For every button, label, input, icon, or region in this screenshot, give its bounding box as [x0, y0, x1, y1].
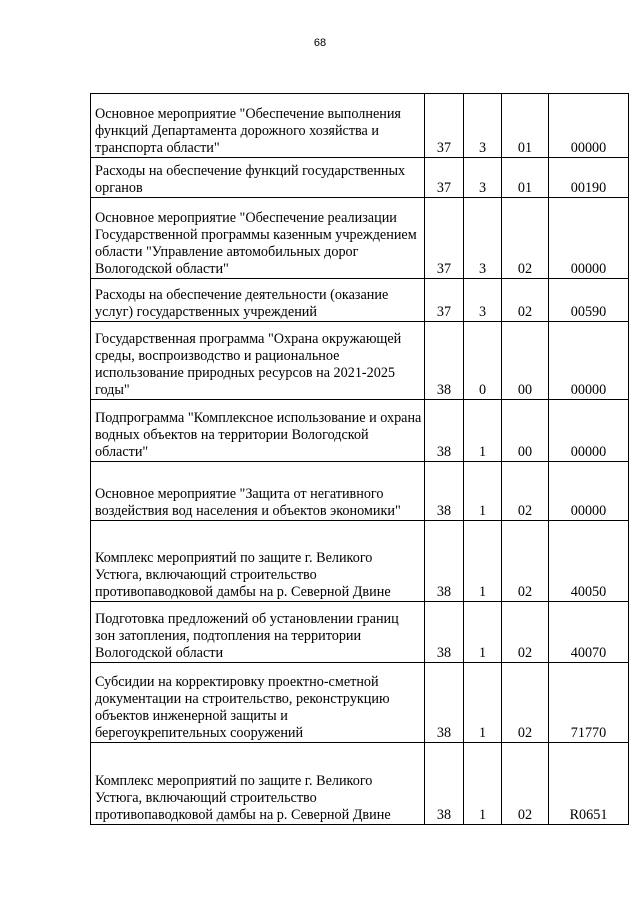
program-code: 37 [425, 158, 464, 198]
direction-code: 00190 [549, 158, 629, 198]
table-row [91, 663, 629, 743]
table-row [91, 94, 629, 158]
program-code: 37 [425, 94, 464, 158]
direction-code: 40050 [549, 521, 629, 602]
row-description: Субсидии на корректировку проектно-сметной документации на строительство, реконструкцию объектов инженерной защиты и берегоукрепительных сооружений [91, 663, 425, 743]
table-row [91, 158, 629, 198]
row-description: Расходы на обеспечение деятельности (оказание услуг) государственных учреждений [91, 279, 425, 322]
table-row [91, 521, 629, 602]
page-number: 68 [313, 37, 327, 49]
row-description: Комплекс мероприятий по защите г. Великого Устюга, включающий строительство противопаводковой дамбы на р. Северной Двине [91, 743, 425, 825]
table-row [91, 743, 629, 825]
direction-code: 00590 [549, 279, 629, 322]
event-code: 01 [502, 158, 549, 198]
row-description: Основное мероприятие "Защита от негативного воздействия вод населения и объектов экономики" [91, 462, 425, 521]
table-row [91, 602, 629, 663]
program-code: 38 [425, 322, 464, 400]
program-code: 38 [425, 521, 464, 602]
subprogram-code: 1 [464, 663, 502, 743]
event-code: 02 [502, 663, 549, 743]
table-row [91, 198, 629, 279]
subprogram-code: 1 [464, 521, 502, 602]
row-description: Основное мероприятие "Обеспечение выполнения функций Департамента дорожного хозяйства и транспорта области" [91, 94, 425, 158]
direction-code: R0651 [549, 743, 629, 825]
subprogram-code: 3 [464, 198, 502, 279]
table-row [91, 322, 629, 400]
event-code: 00 [502, 322, 549, 400]
table-row [91, 462, 629, 521]
program-code: 38 [425, 400, 464, 462]
direction-code: 40070 [549, 602, 629, 663]
subprogram-code: 1 [464, 602, 502, 663]
program-code: 37 [425, 279, 464, 322]
event-code: 02 [502, 279, 549, 322]
budget-classification-table [90, 93, 629, 825]
event-code: 02 [502, 198, 549, 279]
direction-code: 00000 [549, 198, 629, 279]
event-code: 02 [502, 521, 549, 602]
direction-code: 00000 [549, 322, 629, 400]
row-description: Основное мероприятие "Обеспечение реализации Государственной программы казенным учреждением области "Управление автомобильных дорог Вологодской области" [91, 198, 425, 279]
program-code: 38 [425, 602, 464, 663]
subprogram-code: 3 [464, 94, 502, 158]
program-code: 37 [425, 198, 464, 279]
subprogram-code: 0 [464, 322, 502, 400]
subprogram-code: 3 [464, 279, 502, 322]
subprogram-code: 3 [464, 158, 502, 198]
program-code: 38 [425, 462, 464, 521]
row-description: Подготовка предложений об установлении границ зон затопления, подтопления на территории Вологодской области [91, 602, 425, 663]
row-description: Комплекс мероприятий по защите г. Великого Устюга, включающий строительство противопаводковой дамбы на р. Северной Двине [91, 521, 425, 602]
direction-code: 00000 [549, 462, 629, 521]
subprogram-code: 1 [464, 400, 502, 462]
subprogram-code: 1 [464, 462, 502, 521]
table-row [91, 279, 629, 322]
program-code: 38 [425, 743, 464, 825]
event-code: 00 [502, 400, 549, 462]
direction-code: 71770 [549, 663, 629, 743]
subprogram-code: 1 [464, 743, 502, 825]
event-code: 02 [502, 602, 549, 663]
table-row [91, 400, 629, 462]
direction-code: 00000 [549, 400, 629, 462]
direction-code: 00000 [549, 94, 629, 158]
event-code: 02 [502, 743, 549, 825]
row-description: Государственная программа "Охрана окружающей среды, воспроизводство и рациональное использование природных ресурсов на 2021-2025 годы" [91, 322, 425, 400]
event-code: 01 [502, 94, 549, 158]
row-description: Подпрограмма "Комплексное использование и охрана водных объектов на территории Вологодской области" [91, 400, 425, 462]
program-code: 38 [425, 663, 464, 743]
row-description: Расходы на обеспечение функций государственных органов [91, 158, 425, 198]
event-code: 02 [502, 462, 549, 521]
